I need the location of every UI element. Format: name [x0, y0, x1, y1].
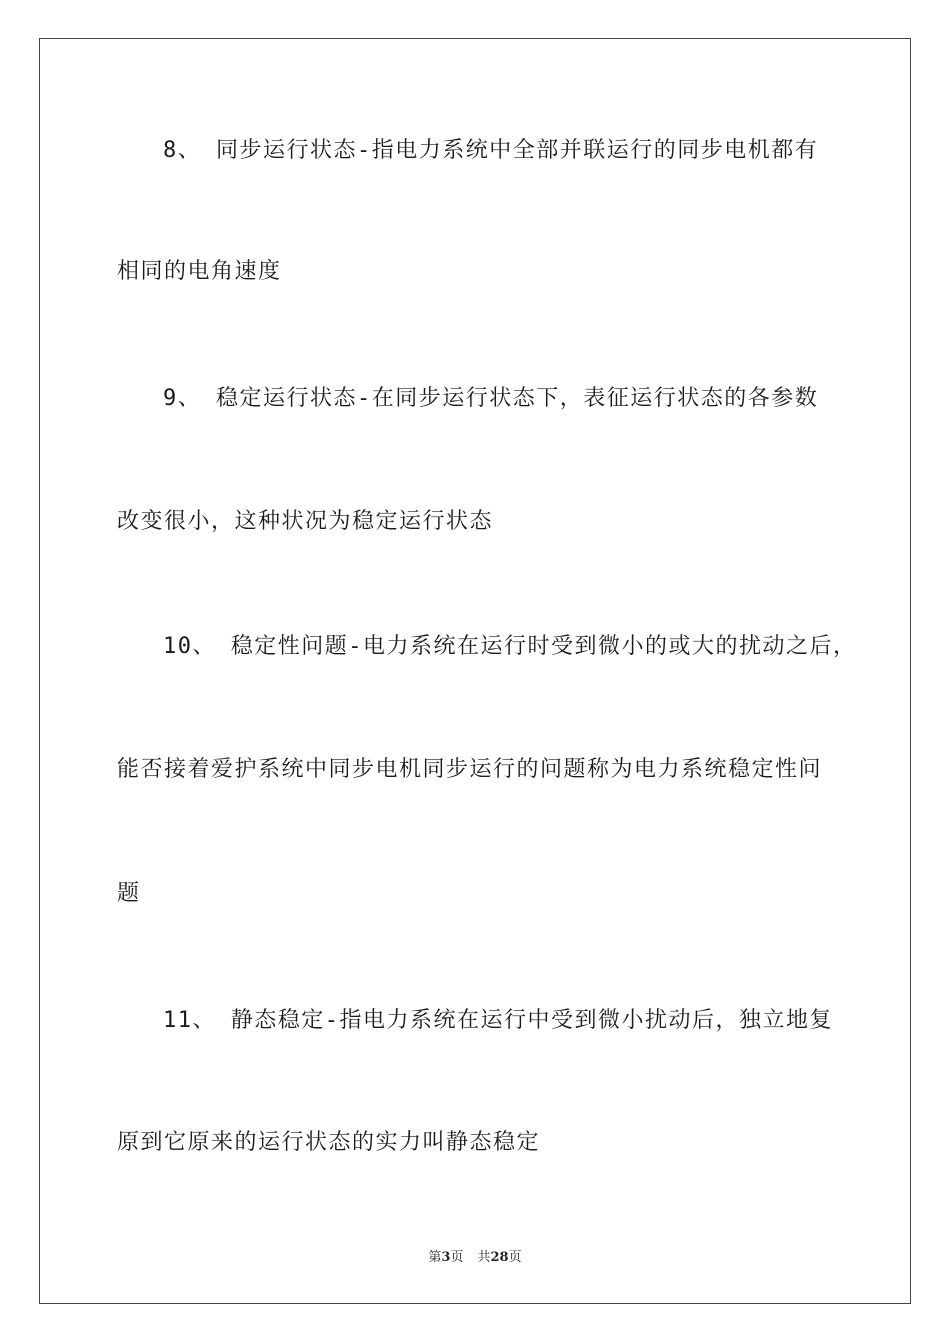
footer-total-suffix: 页: [508, 1250, 522, 1265]
footer-total-pages: 28: [490, 1250, 509, 1265]
page-footer: [0, 1249, 950, 1267]
footer-page-number: 3: [441, 1250, 451, 1265]
footer-page-prefix: 第: [428, 1250, 442, 1265]
paragraph-10-line-2: 能否接着爱护系统中同步电机同步运行的问题称为电力系统稳定性问: [117, 757, 823, 782]
paragraph-10-line-1: 10、 稳定性问题-电力系统在运行时受到微小的或大的扰动之后，: [163, 634, 857, 659]
paragraph-9-line-1: 9、 稳定运行状态-在同步运行状态下，表征运行状态的各参数: [163, 386, 819, 411]
paragraph-11-line-2: 原到它原来的运行状态的实力叫静态稳定: [117, 1130, 541, 1155]
paragraph-11-line-1: 11、 静态稳定-指电力系统在运行中受到微小扰动后，独立地复: [163, 1008, 833, 1033]
paragraph-9-line-2: 改变很小，这种状况为稳定运行状态: [117, 509, 494, 534]
paragraph-10-line-3: 题: [117, 881, 141, 906]
paragraph-8-line-1: 8、 同步运行状态-指电力系统中全部并联运行的同步电机都有: [163, 138, 819, 163]
page-border: [39, 38, 911, 1304]
footer-page-suffix: 页: [450, 1250, 464, 1265]
paragraph-8-line-2: 相同的电角速度: [117, 259, 282, 284]
footer-total-prefix: 共: [477, 1250, 491, 1265]
